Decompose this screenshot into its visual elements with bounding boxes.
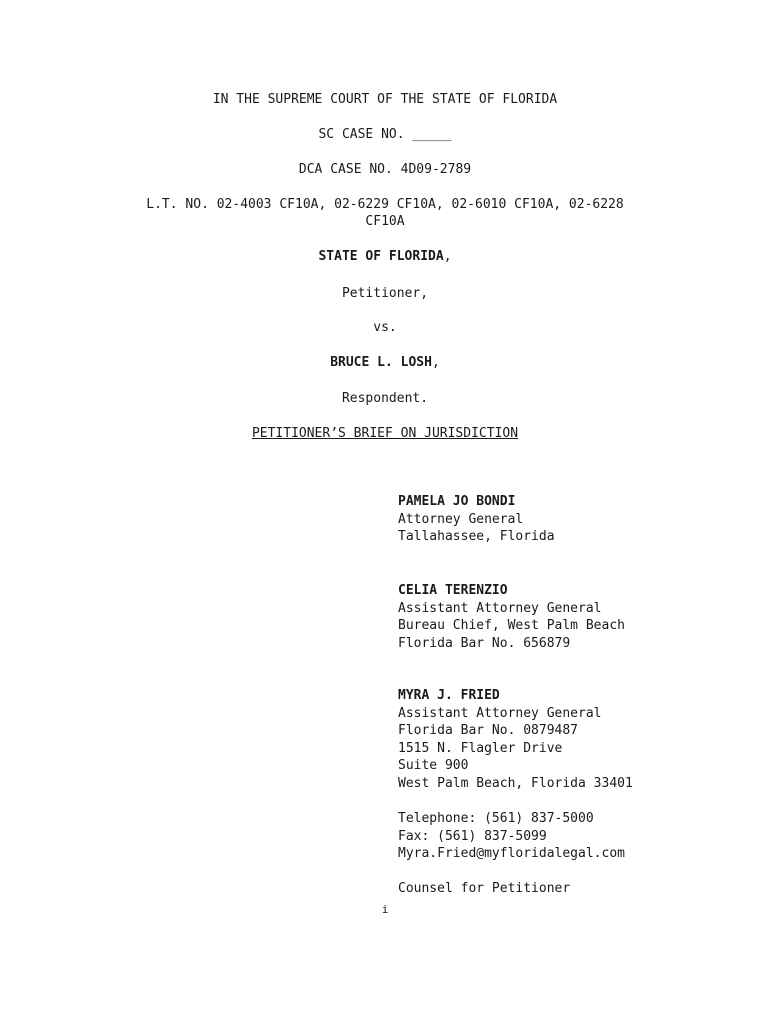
lower-tribunal-numbers: L.T. NO. 02-4003 CF10A, 02-6229 CF10A, 02-6010 CF10A, 02-6228 [146, 197, 624, 212]
contact-block [398, 810, 625, 863]
brief-title: PETITIONER’S BRIEF ON JURISDICTION [251, 426, 519, 441]
counsel-for: Counsel for Petitioner [398, 881, 571, 896]
counsel-line: Assistant Attorney General [398, 600, 602, 616]
counsel-for-block [398, 880, 570, 898]
respondent-line [0, 354, 770, 371]
respondent-comma: , [431, 355, 440, 370]
sc-case-number: SC CASE NO. _____ [318, 127, 452, 142]
counsel-block-bondi [398, 493, 555, 546]
telephone: Telephone: (561) 837-5000 [398, 811, 594, 826]
counsel-line: 1515 N. Flagler Drive [398, 740, 563, 756]
lower-tribunal-numbers-cont: CF10A [365, 214, 405, 229]
counsel-line: Bureau Chief, West Palm Beach [398, 618, 625, 633]
counsel-line: Tallahassee, Florida [398, 529, 555, 544]
counsel-line: Florida Bar No. 0879487 [398, 723, 579, 738]
page-number: i [381, 903, 389, 916]
petitioner-line [0, 248, 770, 265]
counsel-line: West Palm Beach, Florida 33401 [398, 775, 633, 791]
counsel-line: Suite 900 [398, 758, 469, 773]
respondent-role: Respondent. [341, 391, 429, 406]
counsel-line: Assistant Attorney General [398, 705, 602, 721]
court-heading: IN THE SUPREME COURT OF THE STATE OF FLORIDA [212, 92, 558, 107]
respondent-name: BRUCE L. LOSH [330, 355, 432, 370]
fax: Fax: (561) 837-5099 [398, 828, 547, 844]
counsel-name: CELIA TERENZIO [398, 583, 508, 598]
counsel-block-terenzio [398, 582, 625, 652]
counsel-line: Florida Bar No. 656879 [398, 635, 571, 651]
petitioner-name: STATE OF FLORIDA [318, 249, 444, 264]
counsel-name: PAMELA JO BONDI [398, 494, 516, 509]
petitioner-comma: , [443, 249, 452, 264]
email: Myra.Fried@myfloridalegal.com [398, 846, 625, 861]
counsel-name: MYRA J. FRIED [398, 688, 500, 703]
versus: vs. [373, 320, 397, 335]
petitioner-role: Petitioner, [341, 286, 429, 301]
counsel-line: Attorney General [398, 511, 524, 527]
brief-title-line [0, 425, 770, 442]
counsel-block-fried [398, 687, 633, 792]
dca-case-number: DCA CASE NO. 4D09-2789 [298, 162, 472, 177]
